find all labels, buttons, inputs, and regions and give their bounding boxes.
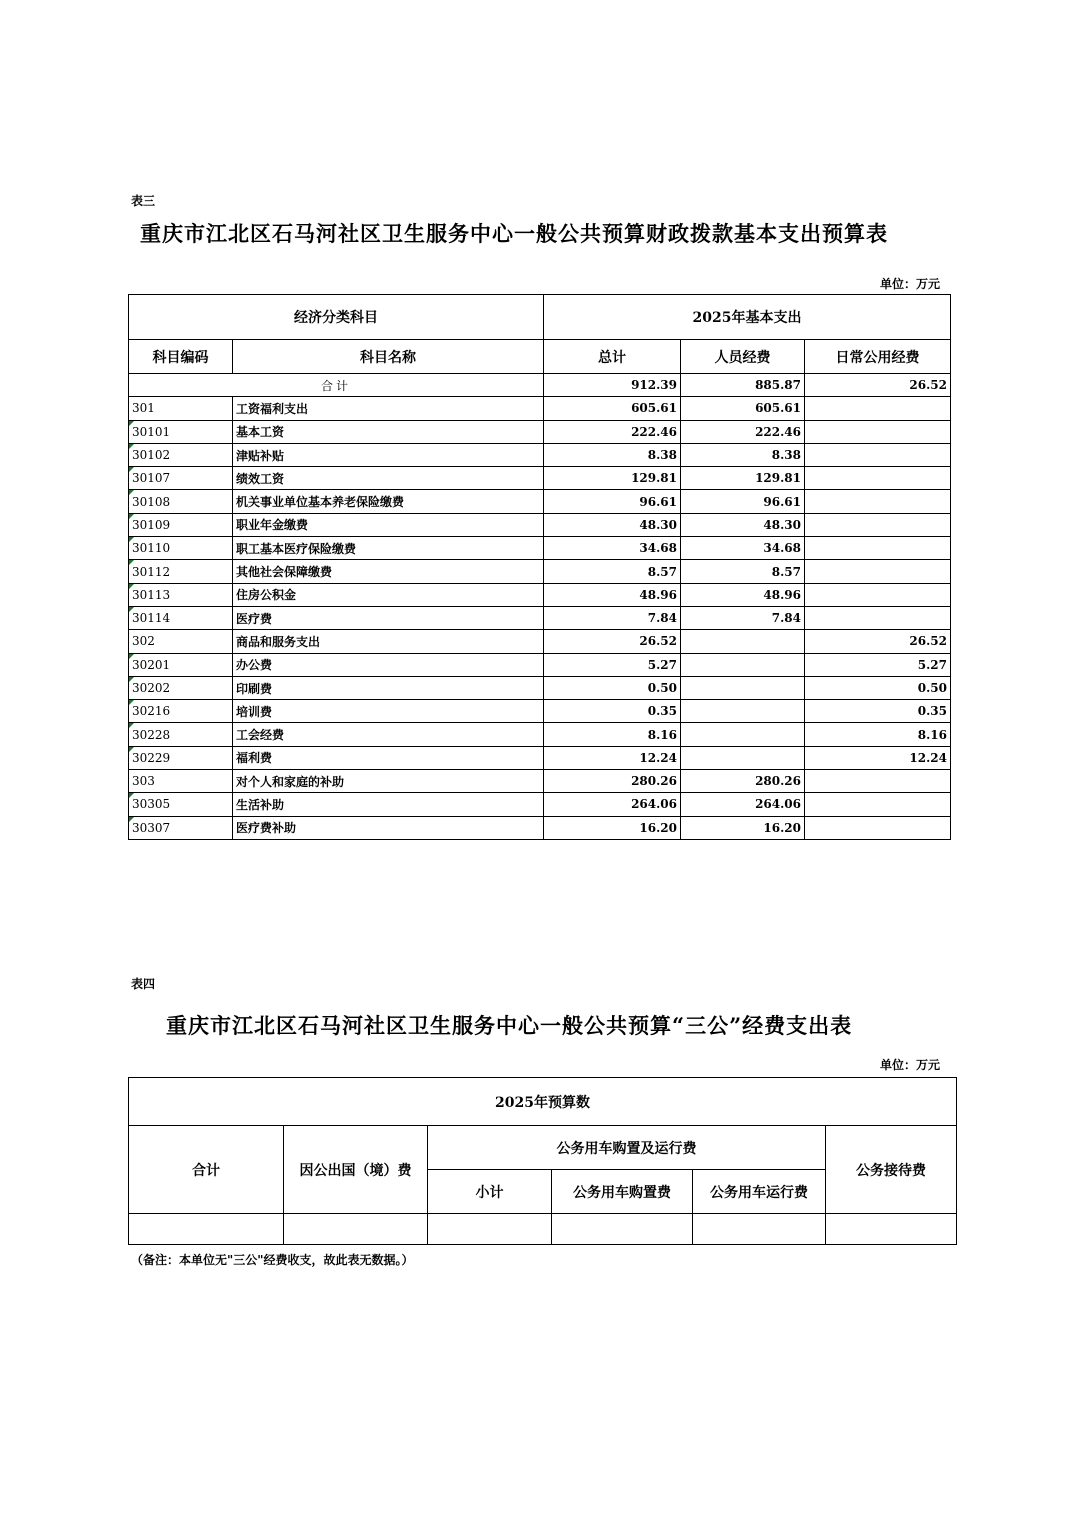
t4-cell-empty: [552, 1214, 693, 1245]
cell-code: 30107: [129, 467, 233, 490]
col-header-code: 科目编码: [129, 340, 233, 374]
t4-header-2025-budget: 2025年预算数: [129, 1078, 957, 1126]
table-row: [129, 630, 951, 653]
cell-personnel: 48.96: [681, 583, 805, 606]
cell-code: 30114: [129, 606, 233, 629]
cell-personnel: [681, 700, 805, 723]
cell-name: 工会经费: [233, 723, 544, 746]
cell-public: [805, 537, 951, 560]
cell-public: 0.50: [805, 676, 951, 699]
cell-personnel: 280.26: [681, 770, 805, 793]
cell-code: 30202: [129, 676, 233, 699]
cell-personnel: [681, 630, 805, 653]
t4-empty-data-row: [129, 1214, 957, 1245]
table4-unit: 单位：万元: [880, 1058, 941, 1072]
cell-total: 96.61: [544, 490, 681, 513]
table-row: [129, 793, 951, 816]
cell-public: [805, 816, 951, 839]
cell-total: 0.35: [544, 700, 681, 723]
table-row: [129, 606, 951, 629]
table3-tag: 表三: [131, 194, 156, 208]
t4-cell-empty: [284, 1214, 428, 1245]
cell-public: 12.24: [805, 746, 951, 769]
t4-cell-empty: [428, 1214, 552, 1245]
t4-header-row-1: [129, 1126, 957, 1170]
header-group-row: [129, 295, 951, 340]
table-row: [129, 653, 951, 676]
table4-note: （备注：本单位无"三公"经费收支，故此表无数据。）: [131, 1253, 414, 1267]
cell-code: 30201: [129, 653, 233, 676]
cell-total: 34.68: [544, 537, 681, 560]
cell-code: 30228: [129, 723, 233, 746]
t4-col-reception: 公务接待费: [826, 1126, 957, 1214]
cell-code: 30110: [129, 537, 233, 560]
table-row: [129, 676, 951, 699]
table-row: [129, 513, 951, 536]
t4-cell-empty: [693, 1214, 826, 1245]
cell-personnel: 8.38: [681, 443, 805, 466]
cell-public: 5.27: [805, 653, 951, 676]
cell-personnel: 96.61: [681, 490, 805, 513]
cell-personnel: 605.61: [681, 397, 805, 420]
cell-name: 医疗费: [233, 606, 544, 629]
table-row: [129, 746, 951, 769]
table-row: [129, 560, 951, 583]
cell-total: 8.16: [544, 723, 681, 746]
cell-public: 26.52: [805, 630, 951, 653]
cell-personnel: 16.20: [681, 816, 805, 839]
cell-code: 30102: [129, 443, 233, 466]
cell-code: 30109: [129, 513, 233, 536]
cell-personnel: 222.46: [681, 420, 805, 443]
cell-total: 26.52: [544, 630, 681, 653]
total-personnel: 885.87: [681, 374, 805, 397]
cell-public: 0.35: [805, 700, 951, 723]
cell-public: 8.16: [805, 723, 951, 746]
cell-name: 商品和服务支出: [233, 630, 544, 653]
cell-name: 工资福利支出: [233, 397, 544, 420]
t4-col-subtotal: 小计: [428, 1170, 552, 1214]
cell-total: 5.27: [544, 653, 681, 676]
header-economic-classification: 经济分类科目: [129, 295, 544, 340]
cell-name: 医疗费补助: [233, 816, 544, 839]
t4-col-abroad: 因公出国（境）费: [284, 1126, 428, 1214]
cell-code: 30216: [129, 700, 233, 723]
cell-name: 绩效工资: [233, 467, 544, 490]
cell-code: 30108: [129, 490, 233, 513]
cell-public: [805, 467, 951, 490]
cell-code: 301: [129, 397, 233, 420]
col-header-public: 日常公用经费: [805, 340, 951, 374]
basic-expenditure-table: [128, 294, 951, 840]
total-row: [129, 374, 951, 397]
t4-col-purchase: 公务用车购置费: [552, 1170, 693, 1214]
three-public-expenditure-table: [128, 1077, 957, 1245]
table-row: [129, 420, 951, 443]
cell-total: 264.06: [544, 793, 681, 816]
cell-name: 职工基本医疗保险缴费: [233, 537, 544, 560]
cell-name: 印刷费: [233, 676, 544, 699]
cell-personnel: 48.30: [681, 513, 805, 536]
cell-personnel: 264.06: [681, 793, 805, 816]
col-header-name: 科目名称: [233, 340, 544, 374]
cell-public: [805, 397, 951, 420]
cell-name: 培训费: [233, 700, 544, 723]
cell-public: [805, 793, 951, 816]
cell-total: 48.96: [544, 583, 681, 606]
cell-code: 30112: [129, 560, 233, 583]
table-row: [129, 490, 951, 513]
cell-public: [805, 420, 951, 443]
header-columns-row: [129, 340, 951, 374]
table4-title: 重庆市江北区石马河社区卫生服务中心一般公共预算“三公”经费支出表: [166, 1013, 853, 1038]
total-public: 26.52: [805, 374, 951, 397]
cell-code: 30307: [129, 816, 233, 839]
table-row: [129, 583, 951, 606]
cell-personnel: 7.84: [681, 606, 805, 629]
table-row: [129, 816, 951, 839]
cell-total: 222.46: [544, 420, 681, 443]
cell-public: [805, 560, 951, 583]
cell-name: 职业年金缴费: [233, 513, 544, 536]
t4-cell-empty: [826, 1214, 957, 1245]
cell-name: 机关事业单位基本养老保险缴费: [233, 490, 544, 513]
cell-personnel: 8.57: [681, 560, 805, 583]
cell-personnel: [681, 746, 805, 769]
table3-title: 重庆市江北区石马河社区卫生服务中心一般公共预算财政拨款基本支出预算表: [140, 221, 888, 246]
cell-code: 30229: [129, 746, 233, 769]
cell-name: 对个人和家庭的补助: [233, 770, 544, 793]
cell-total: 16.20: [544, 816, 681, 839]
cell-total: 8.38: [544, 443, 681, 466]
t4-cell-empty: [129, 1214, 284, 1245]
table-row: [129, 537, 951, 560]
cell-name: 基本工资: [233, 420, 544, 443]
cell-code: 30113: [129, 583, 233, 606]
table-row: [129, 770, 951, 793]
cell-code: 303: [129, 770, 233, 793]
cell-name: 其他社会保障缴费: [233, 560, 544, 583]
table4-tag: 表四: [131, 977, 156, 991]
table-row: [129, 443, 951, 466]
cell-personnel: 129.81: [681, 467, 805, 490]
cell-total: 129.81: [544, 467, 681, 490]
cell-name: 福利费: [233, 746, 544, 769]
header-2025-basic-expenditure: 2025年基本支出: [544, 295, 951, 340]
t4-col-total: 合计: [129, 1126, 284, 1214]
t4-col-vehicle-group: 公务用车购置及运行费: [428, 1126, 826, 1170]
cell-personnel: 34.68: [681, 537, 805, 560]
cell-total: 7.84: [544, 606, 681, 629]
cell-code: 302: [129, 630, 233, 653]
col-header-personnel: 人员经费: [681, 340, 805, 374]
cell-personnel: [681, 653, 805, 676]
table3-unit: 单位：万元: [880, 277, 941, 291]
table-row: [129, 723, 951, 746]
cell-name: 办公费: [233, 653, 544, 676]
col-header-total: 总计: [544, 340, 681, 374]
cell-total: 0.50: [544, 676, 681, 699]
cell-personnel: [681, 676, 805, 699]
cell-public: [805, 490, 951, 513]
cell-total: 280.26: [544, 770, 681, 793]
table-row: [129, 700, 951, 723]
cell-name: 住房公积金: [233, 583, 544, 606]
total-total: 912.39: [544, 374, 681, 397]
cell-name: 生活补助: [233, 793, 544, 816]
cell-code: 30305: [129, 793, 233, 816]
table-row: [129, 397, 951, 420]
cell-public: [805, 443, 951, 466]
cell-total: 605.61: [544, 397, 681, 420]
cell-total: 8.57: [544, 560, 681, 583]
cell-public: [805, 583, 951, 606]
cell-public: [805, 513, 951, 536]
table-row: [129, 467, 951, 490]
t4-col-operation: 公务用车运行费: [693, 1170, 826, 1214]
cell-total: 48.30: [544, 513, 681, 536]
total-label: 合计: [129, 374, 544, 397]
cell-public: [805, 770, 951, 793]
t4-header-top-row: [129, 1078, 957, 1126]
cell-code: 30101: [129, 420, 233, 443]
cell-total: 12.24: [544, 746, 681, 769]
cell-public: [805, 606, 951, 629]
cell-name: 津贴补贴: [233, 443, 544, 466]
cell-personnel: [681, 723, 805, 746]
